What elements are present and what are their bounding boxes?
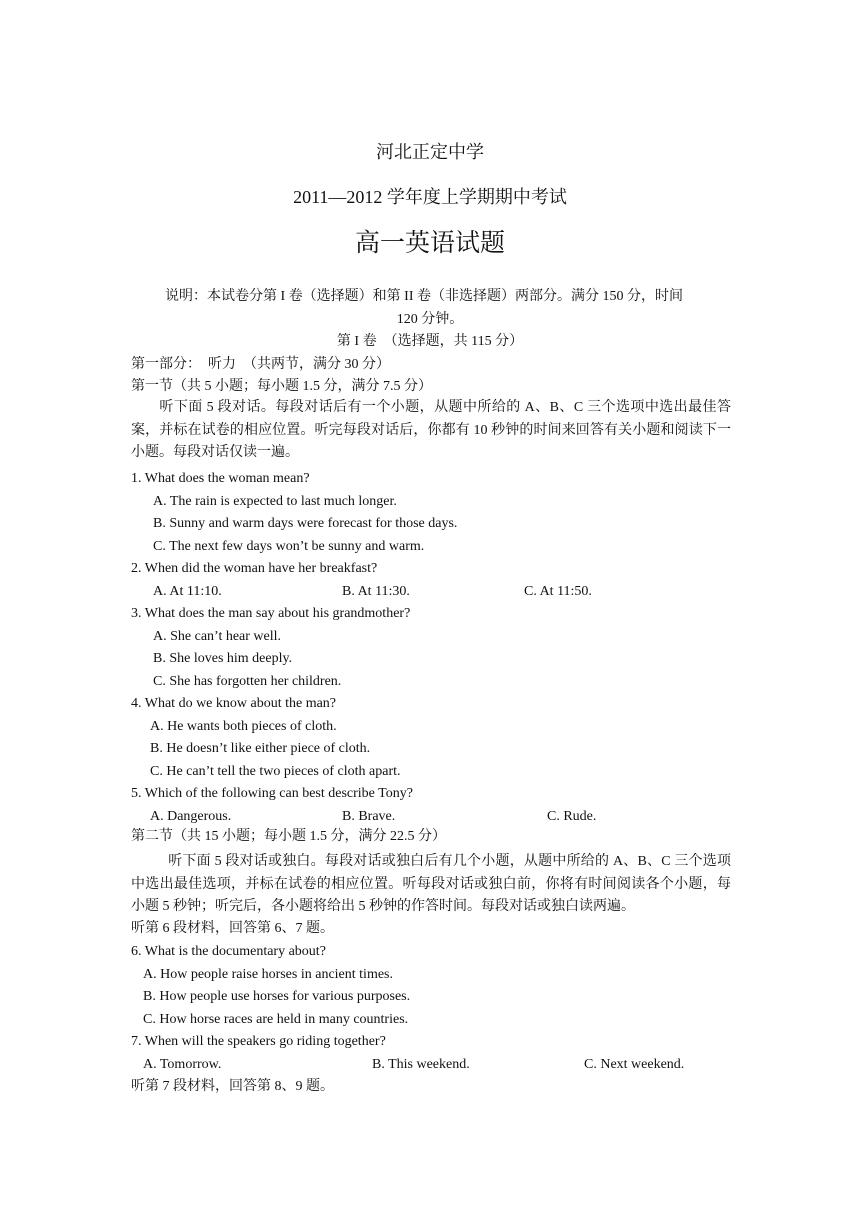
question-1-option-a: A. The rain is expected to last much longer. xyxy=(153,494,397,509)
question-7-stem: 7. When will the speakers go riding together? xyxy=(131,1034,386,1049)
part-one-title: 第一部分： 听力 （共两节，满分 30 分） xyxy=(131,357,390,372)
question-5-option-a: A. Dangerous. xyxy=(150,809,232,824)
school-name: 河北正定中学 xyxy=(376,142,484,162)
section-one-title: 第一节（共 5 小题；每小题 1.5 分，满分 7.5 分） xyxy=(131,379,432,394)
volume-one-title: 第 I 卷 （选择题，共 115 分） xyxy=(336,334,524,349)
section-two-directions-text: 听下面 5 段对话或独白。每段对话或独白后有几个小题，从题中所给的 A、B、C 三个选项中选出最佳选项，并标在试卷的相应位置。听每段对话或独白前，你将有时间阅读各个小题，每小题 5 秒钟；听完后，各小题将给出 5 秒钟的作答时间。每段对话或独白读两遍。 xyxy=(131,854,731,914)
question-4-option-c: C. He can’t tell the two pieces of cloth apart. xyxy=(150,764,401,779)
question-3-option-b: B. She loves him deeply. xyxy=(153,651,293,666)
question-3-option-a: A. She can’t hear well. xyxy=(153,629,282,644)
question-2-option-b: B. At 11:30. xyxy=(342,584,410,599)
question-3-option-c: C. She has forgotten her children. xyxy=(153,674,342,689)
question-1-option-b: B. Sunny and warm days were forecast for those days. xyxy=(153,516,458,531)
question-5-stem: 5. Which of the following can best describe Tony? xyxy=(131,786,413,801)
question-3-stem: 3. What does the man say about his grandmother? xyxy=(131,606,411,621)
material-7-note: 听第 7 段材料，回答第 8、9 题。 xyxy=(131,1079,334,1094)
question-6-option-c: C. How horse races are held in many countries. xyxy=(143,1012,409,1027)
question-6-option-a: A. How people raise horses in ancient times. xyxy=(143,967,393,982)
section-two-title: 第二节（共 15 小题；每小题 1.5 分，满分 22.5 分） xyxy=(131,829,446,844)
question-2-stem: 2. When did the woman have her breakfast? xyxy=(131,561,378,576)
section-two-directions xyxy=(131,851,731,919)
section-one-directions-text: 听下面 5 段对话。每段对话后有一个小题，从题中所给的 A、B、C 三个选项中选出最佳答案，并标在试卷的相应位置。听完每段对话后，你都有 10 秒钟的时间来回答有关小题和阅读下一小题。每段对话仅读一遍。 xyxy=(131,400,731,460)
question-7-option-b: B. This weekend. xyxy=(372,1057,470,1072)
question-5-option-b: B. Brave. xyxy=(342,809,396,824)
question-6-option-b: B. How people use horses for various purposes. xyxy=(143,989,411,1004)
material-6-note: 听第 6 段材料，回答第 6、7 题。 xyxy=(131,921,334,936)
page-title: 高一英语试题 xyxy=(354,228,505,257)
question-1-stem: 1. What does the woman mean? xyxy=(131,471,310,486)
question-2-option-c: C. At 11:50. xyxy=(524,584,592,599)
question-6-stem: 6. What is the documentary about? xyxy=(131,944,326,959)
question-4-stem: 4. What do we know about the man? xyxy=(131,696,337,711)
question-2-option-a: A. At 11:10. xyxy=(153,584,222,599)
question-4-option-b: B. He doesn’t like either piece of cloth. xyxy=(150,741,371,756)
exam-title: 2011—2012 学年度上学期期中考试 xyxy=(293,187,567,207)
section-one-directions xyxy=(131,397,731,465)
question-7-option-c: C. Next weekend. xyxy=(584,1057,685,1072)
question-5-option-c: C. Rude. xyxy=(547,809,597,824)
instructions-line-1: 说明：本试卷分第 I 卷（选择题）和第 II 卷（非选择题）两部分。满分 150 分，时间 xyxy=(165,289,683,304)
question-4-option-a: A. He wants both pieces of cloth. xyxy=(150,719,337,734)
instructions-line-2: 120 分钟。 xyxy=(396,312,464,327)
question-7-option-a: A. Tomorrow. xyxy=(143,1057,222,1072)
question-1-option-c: C. The next few days won’t be sunny and warm. xyxy=(153,539,425,554)
